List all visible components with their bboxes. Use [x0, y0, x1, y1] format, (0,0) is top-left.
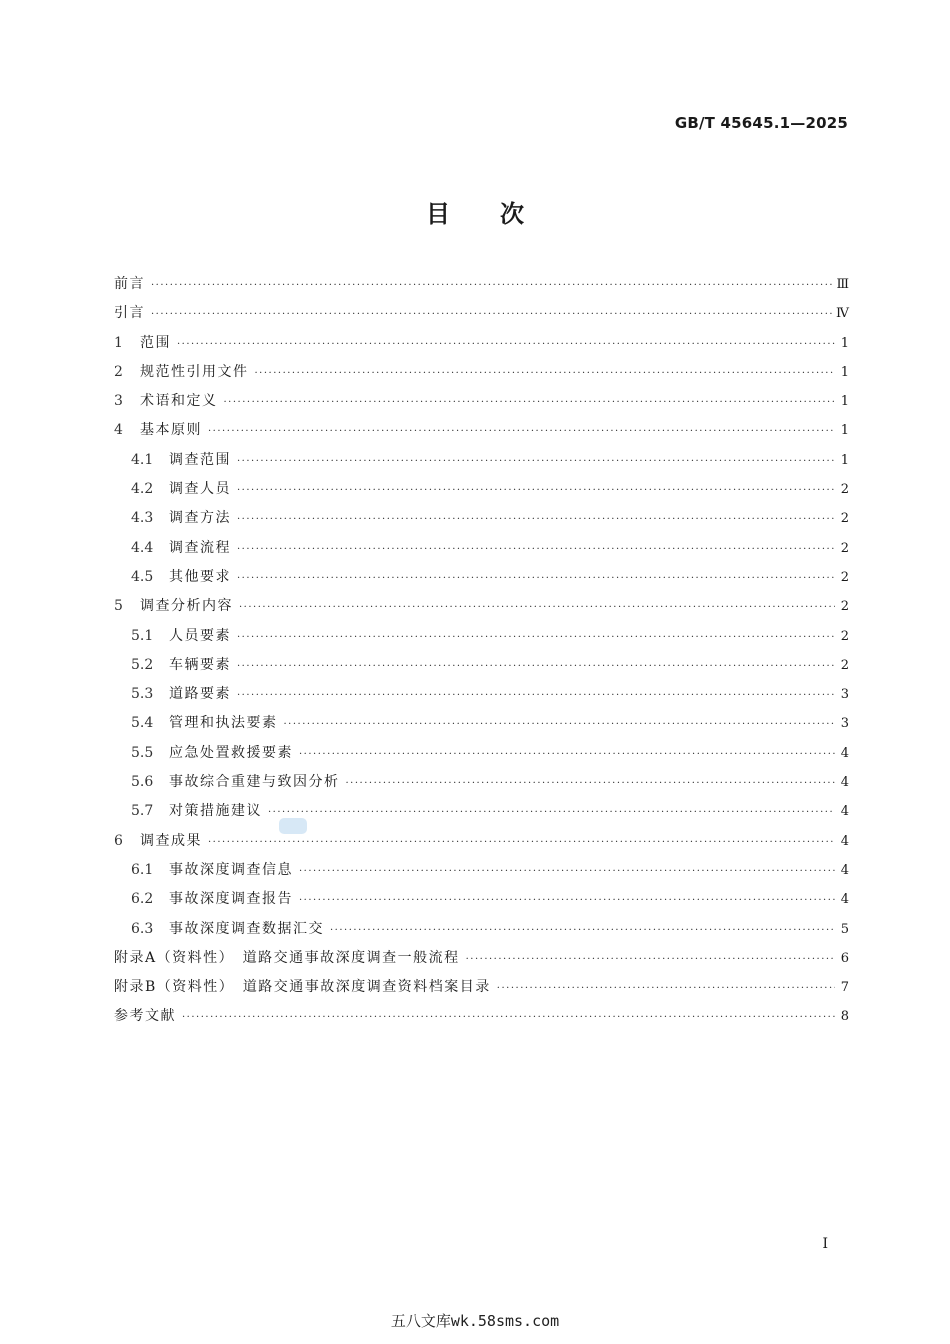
toc-entry-label: 术语和定义: [140, 393, 218, 410]
toc-entry-page: 1: [840, 394, 849, 410]
toc-entry[interactable]: [114, 653, 849, 682]
toc-entry-label: 调查范围: [169, 451, 231, 468]
toc-entry-page: 4: [840, 892, 849, 908]
toc-entry-number: 5.2: [131, 656, 154, 673]
toc-entry-page: 1: [840, 452, 849, 468]
dot-leader: [208, 420, 835, 444]
dot-leader: [237, 626, 835, 650]
dot-leader: [239, 596, 835, 620]
dot-leader: [284, 713, 836, 737]
dot-leader: [182, 1006, 835, 1030]
dot-leader: [151, 303, 832, 327]
toc-entry-page: 8: [840, 1009, 849, 1025]
toc-entry-label: 其他要求: [169, 568, 231, 585]
toc-entry-label: 附录A（资料性） 道路交通事故深度调查一般流程: [114, 949, 460, 966]
table-of-contents: [114, 272, 849, 1034]
toc-entry-page: 4: [840, 862, 849, 878]
toc-entry-page: 1: [840, 335, 849, 351]
toc-entry-label: 引言: [114, 305, 145, 322]
toc-entry[interactable]: [114, 506, 849, 535]
toc-entry[interactable]: [114, 829, 849, 858]
toc-entry-label: 应急处置救援要素: [169, 744, 293, 761]
toc-entry[interactable]: [114, 331, 849, 360]
dot-leader: [237, 479, 835, 503]
toc-entry[interactable]: [114, 389, 849, 418]
toc-entry[interactable]: [114, 594, 849, 623]
toc-entry-number: 4.4: [131, 539, 154, 556]
toc-entry-number: 2: [114, 363, 123, 380]
page-number: Ⅰ: [822, 1236, 828, 1252]
dot-leader: [255, 362, 836, 386]
toc-entry-label: 参考文献: [114, 1008, 176, 1025]
toc-entry-page: Ⅳ: [836, 306, 849, 322]
toc-entry-number: 1: [114, 334, 123, 351]
toc-entry[interactable]: [114, 272, 849, 301]
toc-entry-number: 5.5: [131, 744, 154, 761]
toc-entry-label: 基本原则: [140, 422, 202, 439]
toc-entry-label: 管理和执法要素: [169, 715, 278, 732]
toc-entry-page: 7: [840, 980, 849, 996]
toc-entry[interactable]: [114, 682, 849, 711]
toc-entry-label: 附录B（资料性） 道路交通事故深度调查资料档案目录: [114, 979, 491, 996]
dot-leader: [237, 684, 835, 708]
toc-entry-label: 事故深度调查报告: [169, 891, 293, 908]
toc-entry[interactable]: [114, 624, 849, 653]
toc-entry[interactable]: [114, 887, 849, 916]
watermark-text: 五八文库wk.58sms.com: [390, 1312, 560, 1330]
dot-leader: [237, 567, 835, 591]
toc-entry-number: 5.1: [131, 627, 154, 644]
toc-entry-page: 2: [840, 569, 849, 585]
toc-entry[interactable]: [114, 536, 849, 565]
toc-entry-page: 4: [840, 775, 849, 791]
toc-entry-label: 调查分析内容: [140, 598, 233, 615]
toc-entry[interactable]: [114, 565, 849, 594]
toc-entry-page: 2: [840, 540, 849, 556]
dot-leader: [299, 743, 835, 767]
toc-title: 目次: [426, 200, 574, 228]
toc-entry-page: 4: [840, 804, 849, 820]
dot-leader: [224, 391, 836, 415]
dot-leader: [237, 450, 835, 474]
toc-entry-page: 2: [840, 599, 849, 615]
toc-entry-number: 4.2: [131, 481, 154, 498]
toc-entry-number: 4: [114, 422, 123, 439]
toc-entry-page: 2: [840, 628, 849, 644]
toc-entry-page: 1: [840, 364, 849, 380]
toc-entry-number: 5.7: [131, 803, 154, 820]
toc-entry-number: 5.6: [131, 774, 154, 791]
toc-entry[interactable]: [114, 917, 849, 946]
dot-leader: [208, 831, 835, 855]
toc-entry[interactable]: [114, 477, 849, 506]
toc-entry-number: 6.3: [131, 920, 154, 937]
dot-leader: [497, 977, 835, 1001]
dot-leader: [237, 538, 835, 562]
toc-entry-label: 调查成果: [140, 832, 202, 849]
dot-leader: [237, 655, 835, 679]
toc-entry[interactable]: [114, 301, 849, 330]
dot-leader: [299, 889, 835, 913]
toc-entry-label: 车辆要素: [169, 656, 231, 673]
document-code: GB/T 45645.1—2025: [674, 114, 848, 132]
toc-entry-page: 3: [840, 716, 849, 732]
toc-entry-page: 4: [840, 833, 849, 849]
toc-entry-label: 事故深度调查数据汇交: [169, 920, 324, 937]
toc-entry[interactable]: [114, 770, 849, 799]
toc-entry-label: 前言: [114, 276, 145, 292]
toc-entry-page: 4: [840, 745, 849, 761]
toc-entry[interactable]: [114, 418, 849, 447]
toc-entry[interactable]: [114, 799, 849, 828]
dot-leader: [330, 919, 835, 943]
toc-entry-page: 2: [840, 657, 849, 673]
toc-entry-number: 3: [114, 393, 123, 410]
toc-entry-number: 4.3: [131, 510, 154, 527]
dot-leader: [346, 772, 836, 796]
toc-entry-label: 规范性引用文件: [140, 363, 249, 380]
toc-entry-label: 范围: [140, 334, 171, 351]
toc-entry-page: 1: [840, 423, 849, 439]
toc-entry[interactable]: [114, 741, 849, 770]
toc-entry[interactable]: [114, 946, 849, 975]
toc-entry-page: 6: [840, 950, 849, 966]
toc-entry-page: 3: [840, 687, 849, 703]
toc-entry[interactable]: [114, 858, 849, 887]
toc-entry-label: 人员要素: [169, 627, 231, 644]
toc-entry-label: 事故综合重建与致因分析: [169, 774, 340, 791]
toc-entry-number: 5.4: [131, 715, 154, 732]
dot-leader: [237, 508, 835, 532]
dot-leader: [299, 860, 835, 884]
toc-entry-label: 事故深度调查信息: [169, 861, 293, 878]
toc-entry-number: 6.1: [131, 861, 154, 878]
toc-entry-label: 调查方法: [169, 510, 231, 527]
dot-leader: [466, 948, 835, 972]
toc-entry-label: 调查人员: [169, 481, 231, 498]
toc-entry-page: Ⅲ: [836, 277, 849, 292]
toc-entry-label: 调查流程: [169, 539, 231, 556]
toc-entry[interactable]: [114, 448, 849, 477]
toc-entry-number: 6.2: [131, 891, 154, 908]
toc-entry-number: 4.1: [131, 451, 154, 468]
toc-entry-page: 2: [840, 482, 849, 498]
dot-leader: [268, 801, 835, 825]
dot-leader: [151, 274, 832, 298]
toc-entry-label: 道路要素: [169, 686, 231, 703]
toc-entry[interactable]: [114, 711, 849, 740]
toc-entry-number: 5: [114, 598, 123, 615]
toc-entry-number: 6: [114, 832, 123, 849]
toc-entry[interactable]: [114, 360, 849, 389]
toc-entry[interactable]: [114, 975, 849, 1004]
toc-entry-page: 5: [840, 921, 849, 937]
toc-entry-number: 4.5: [131, 568, 154, 585]
toc-entry-label: 对策措施建议: [169, 803, 262, 820]
toc-entry-page: 2: [840, 511, 849, 527]
toc-entry-number: 5.3: [131, 686, 154, 703]
dot-leader: [177, 333, 835, 357]
stamp-mark: [279, 818, 307, 834]
toc-entry[interactable]: [114, 1004, 849, 1033]
